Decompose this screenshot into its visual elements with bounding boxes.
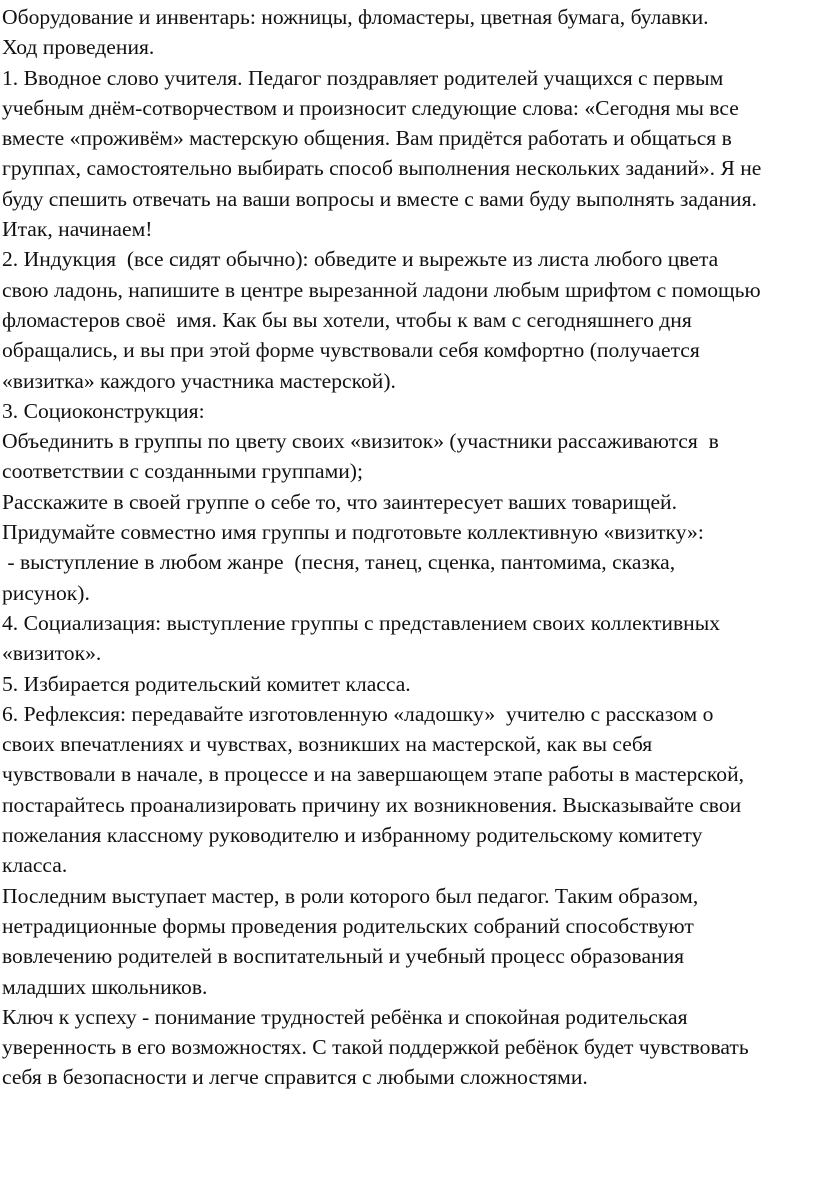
procedure-heading: Ход проведения. — [2, 35, 155, 60]
step-2-line: обращались, и вы при этой форме чувствовали себя комфортно (получается — [2, 338, 700, 363]
document-page — [2, 2, 814, 1093]
equipment-line: Оборудование и инвентарь: ножницы, фломастеры, цветная бумага, булавки. — [2, 5, 709, 29]
step-5-line: 5. Избирается родительский комитет класса. — [2, 671, 411, 696]
step-6-line: постарайтесь проанализировать причину их возникновения. Высказывайте свои — [2, 792, 742, 817]
step-1-line: учебным днём-сотворчеством и произносит следующие слова: «Сегодня мы все — [2, 95, 739, 120]
step-1-line: Итак, начинаем! — [2, 217, 153, 242]
conclusion-line: вовлечению родителей в воспитательный и учебный процесс образования — [2, 944, 685, 969]
step-3-heading: 3. Социоконструкция: — [2, 398, 205, 423]
conclusion-line: младших школьников. — [2, 974, 208, 999]
step-1-line: вместе «проживём» мастерскую общения. Вам придётся работать и общаться в — [2, 126, 732, 151]
key-to-success-line: себя в безопасности и легче справится с любыми сложностями. — [2, 1065, 588, 1090]
conclusion-line: нетрадиционные формы проведения родительских собраний способствуют — [2, 913, 694, 938]
step-3-line: Объединить в группы по цвету своих «визиток» (участники рассаживаются в — [2, 429, 719, 454]
step-4-line: «визиток». — [2, 641, 102, 666]
step-3-line: - выступление в любом жанре (песня, танец, сценка, пантомима, сказка, — [2, 550, 676, 575]
step-1-line: группах, самостоятельно выбирать способ выполнения нескольких заданий». Я не — [2, 156, 762, 181]
step-3-line: Расскажите в своей группе о себе то, что заинтересует ваших товарищей. — [2, 489, 677, 514]
step-6-line: своих впечатлениях и чувствах, возникших на мастерской, как вы себя — [2, 732, 653, 757]
step-1-line: 1. Вводное слово учителя. Педагог поздравляет родителей учащихся с первым — [2, 65, 724, 90]
step-4-line: 4. Социализация: выступление группы с представлением своих коллективных — [2, 610, 721, 635]
step-2-line: фломастеров своё имя. Как бы вы хотели, чтобы к вам с сегодняшнего дня — [2, 307, 692, 332]
step-2-line: 2. Индукция (все сидят обычно): обведите и вырежьте из листа любого цвета — [2, 247, 719, 272]
step-6-line: 6. Рефлексия: передавайте изготовленную «ладошку» учителю с рассказом о — [2, 701, 714, 726]
step-1-line: буду спешить отвечать на ваши вопросы и вместе с вами буду выполнять задания. — [2, 186, 757, 211]
step-6-line: класса. — [2, 853, 68, 878]
conclusion-line: Последним выступает мастер, в роли которого был педагог. Таким образом, — [2, 883, 699, 908]
step-6-line: пожелания классному руководителю и избранному родительскому комитету — [2, 823, 703, 848]
key-to-success-line: уверенность в его возможностях. С такой поддержкой ребёнок будет чувствовать — [2, 1035, 749, 1060]
step-6-line: чувствовали в начале, в процессе и на завершающем этапе работы в мастерской, — [2, 762, 745, 787]
step-2-line: свою ладонь, напишите в центре вырезанной ладони любым шрифтом с помощью — [2, 277, 761, 302]
key-to-success-line: Ключ к успеху - понимание трудностей ребёнка и спокойная родительская — [2, 1004, 688, 1029]
step-3-line: соответствии с созданными группами); — [2, 459, 363, 484]
step-2-line: «визитка» каждого участника мастерской). — [2, 368, 396, 393]
step-3-line: Придумайте совместно имя группы и подготовьте коллективную «визитку»: — [2, 520, 704, 545]
step-3-line: рисунок). — [2, 580, 90, 605]
